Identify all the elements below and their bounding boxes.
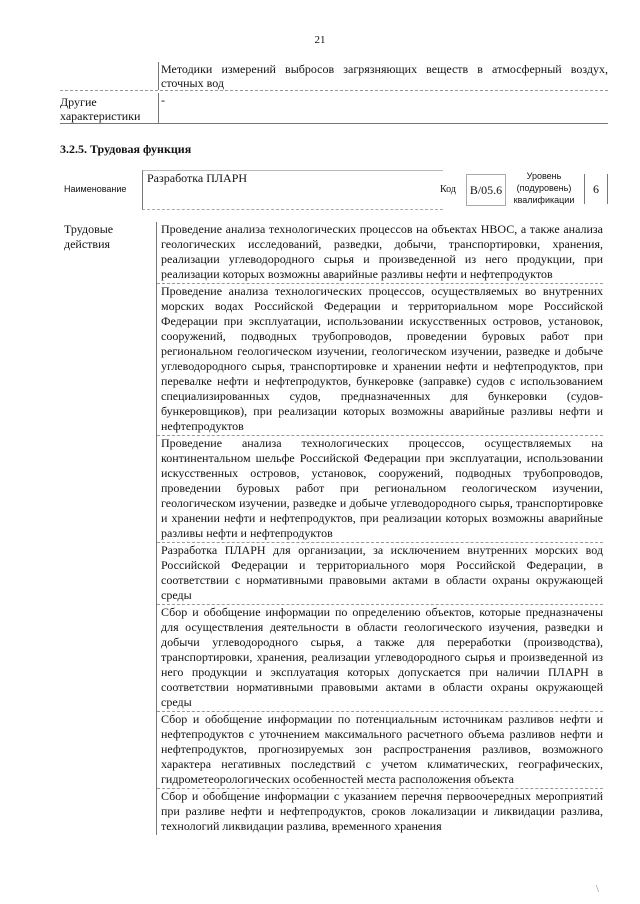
methods-row-label	[60, 62, 158, 90]
code-value: В/05.6	[466, 174, 506, 206]
qualification-level-label: Уровень (подуровень) квалификации	[513, 171, 575, 205]
labor-action-item: Проведение анализа технологических процессов, осуществляемых на континентальном шельфе Российской Федерации при эксплуатации, использовании искусственных островов, установок, сооружений, подводных трубопроводов, проведении буровых работ при региональном геологическом изучении, геологическом изучении, разведке и добыче углеводородного сырья, транспортировке и хранении нефти и нефтепродуктов, при реализации которых возможны аварийные разливы нефти и нефтепродуктов	[157, 436, 603, 543]
other-characteristics-label: Другие характеристики	[60, 95, 141, 123]
labor-action-item: Проведение анализа технологических процессов, осуществляемых во внутренних морских водах Российской Федерации и территориальном море Российской Федерации при эксплуатации, использовании искусственных островов, установок, сооружений, подводных трубопроводов, проведении буровых работ при региональном геологическом изучении, геологическом изучении, разведке и добыче углеводородного сырья, транспортировке и хранении нефти и нефтепродуктов, при перевалке нефти и нефтепродуктов, бункеровке (заправке) судов с использованием специализированных судов, предназначенных для бункеровки (судов-бункеровщиков), при реализации которых возможны аварийные разливы нефти и нефтепродуктов	[157, 284, 603, 436]
other-characteristics-value: -	[158, 93, 608, 123]
labor-action-item: Проведение анализа технологических процессов на объектах НВОС, а также анализа геологических исследований, разведки, добычи, транспортировки, хранения, реализации углеводородного сырья и произведенной из него продукции, при реализации которых возможны аварийные разливы нефти и нефтепродуктов	[157, 222, 603, 284]
name-value-box	[142, 170, 443, 210]
section-heading: 3.2.5. Трудовая функция	[60, 142, 192, 156]
name-label: Наименование	[64, 184, 127, 194]
characteristics-table	[60, 62, 608, 124]
code-label: Код	[440, 184, 456, 195]
labor-action-item: Сбор и обобщение информации с указанием перечня первоочередных мероприятий при разливе нефти и нефтепродуктов, сроков локализации и ликвидации разлива, технологий ликвидации разлива, временного хранения	[161, 789, 603, 833]
labor-function-header	[60, 168, 608, 210]
labor-action-item: Разработка ПЛАРН для организации, за исключением внутренних морских вод Российской Федерации и территориального моря Российской Федерации, в соответствии с нормативными правовыми актами в области охраны окружающей среды	[157, 543, 603, 605]
labor-actions-label: Трудовые действия	[64, 222, 114, 251]
qualification-level-value: 6	[584, 174, 608, 204]
labor-action-item: Сбор и обобщение информации по определению объектов, которые предназначены для осуществления деятельности в области геологического изучения, разведки и добычи углеводородного сырья, а также для переработки (производства), транспортировки, хранения, реализации углеводородного сырья и произведенной из него продукции и эксплуатация которых допускается при наличии ПЛАРН в соответствии нормативными правовыми актами в области охраны окружающей среды	[157, 605, 603, 712]
name-value: Разработка ПЛАРН	[147, 171, 248, 185]
labor-actions-list	[156, 222, 603, 835]
methods-text: Методики измерений выбросов загрязняющих веществ в атмосферный воздух, сточных вод	[158, 62, 608, 90]
other-characteristics-row	[60, 91, 608, 124]
page-number: 21	[314, 34, 326, 46]
scan-corner-mark: \	[596, 884, 599, 895]
labor-action-item: Сбор и обобщение информации по потенциальным источникам разливов нефти и нефтепродуктов с уточнением максимального расчетного объема разливов нефти и нефтепродуктов, прогнозируемых зон распространения разливов, возможного характера негативных последствий с учетом климатических, географических, гидрометеорологических особенностей места расположения объекта	[157, 712, 603, 789]
methods-row	[60, 62, 608, 91]
